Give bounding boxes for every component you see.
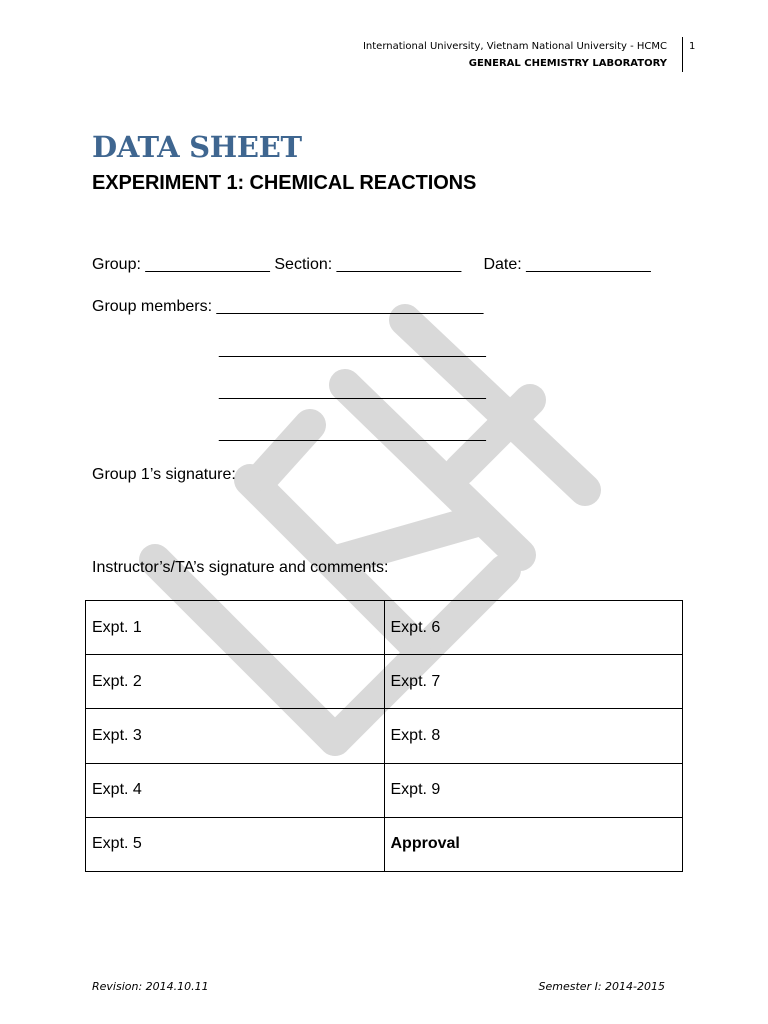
member-blank-line: ______________________________ <box>219 425 486 442</box>
signature-table <box>85 600 683 872</box>
document-header <box>363 38 675 72</box>
university-name: International University, Vietnam National University - HCMC <box>362 41 667 52</box>
table-row <box>86 817 683 871</box>
group-signature-label: Group 1’s signature: <box>92 466 236 483</box>
page-title: DATA SHEET <box>92 130 302 164</box>
table-cell: Expt. 4 <box>86 763 385 817</box>
instructor-signature-label: Instructor’s/TA’s signature and comments: <box>92 559 389 576</box>
table-row <box>86 655 683 709</box>
table-cell: Expt. 2 <box>86 655 385 709</box>
header-divider <box>682 37 683 72</box>
member-blank-line: ______________________________ <box>219 341 486 358</box>
experiment-title: EXPERIMENT 1: CHEMICAL REACTIONS <box>92 172 477 194</box>
table-cell: Expt. 7 <box>384 655 683 709</box>
lab-name: GENERAL CHEMISTRY LABORATORY <box>468 58 667 69</box>
member-blank-line: ______________________________ <box>219 383 486 400</box>
footer-semester: Semester I: 2014-2015 <box>538 980 665 993</box>
group-members-line: Group members: ______________________________ <box>92 298 484 315</box>
table-cell: Expt. 8 <box>384 709 683 763</box>
page-number: 1 <box>689 41 696 52</box>
footer-revision: Revision: 2014.10.11 <box>92 980 209 993</box>
table-cell: Expt. 3 <box>86 709 385 763</box>
table-row <box>86 763 683 817</box>
table-cell: Expt. 1 <box>86 601 385 655</box>
table-row <box>86 601 683 655</box>
table-cell: Expt. 5 <box>86 817 385 871</box>
table-cell: Expt. 9 <box>384 763 683 817</box>
table-row <box>86 709 683 763</box>
approval-cell: Approval <box>384 817 683 871</box>
table-cell: Expt. 6 <box>384 601 683 655</box>
group-section-date-line: Group: ______________ Section: ______________ Date: ______________ <box>92 256 651 273</box>
